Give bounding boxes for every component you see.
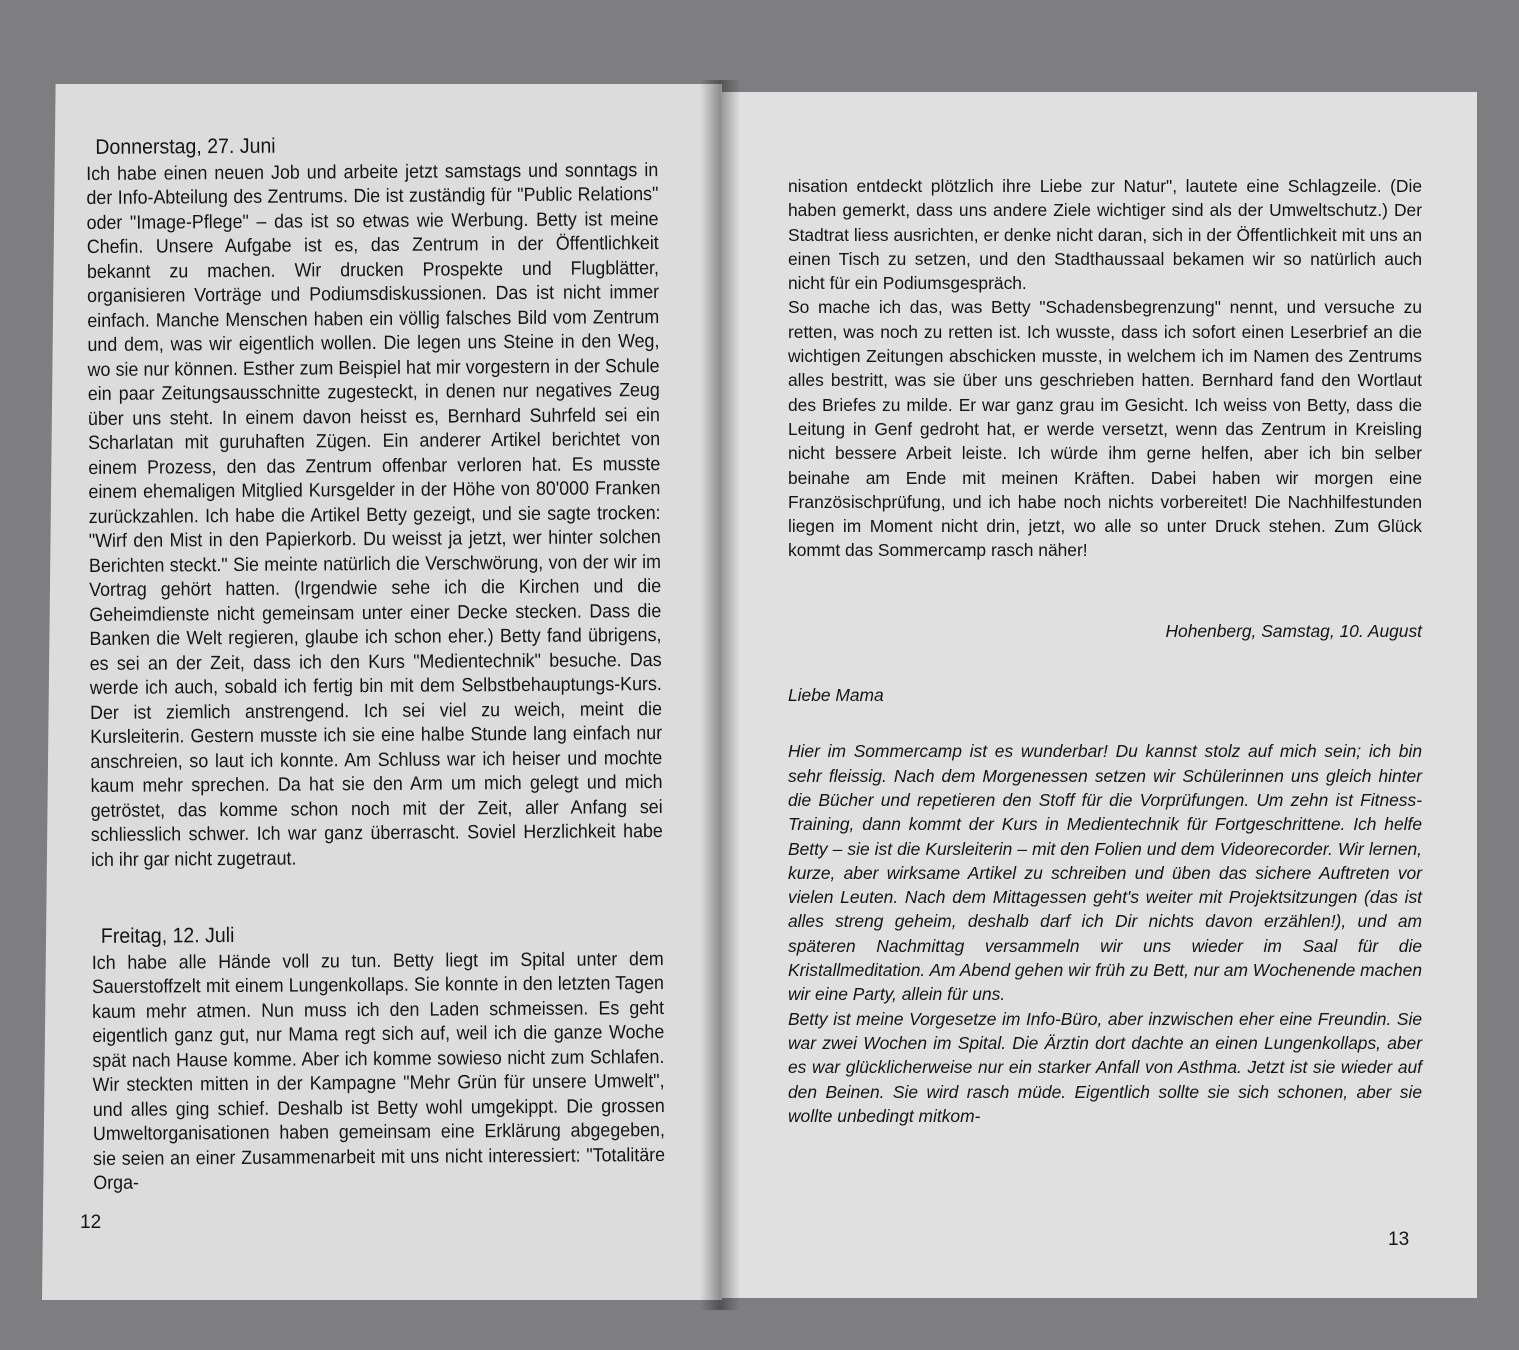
entry-date-27-juni: Donnerstag, 27. Juni bbox=[95, 134, 276, 159]
entry-body-12-juli: Ich habe alle Hände voll zu tun. Betty liegt im Spital unter dem Sauerstoffzelt mit einem Lungenkollaps. Sie konnte in den letzten Tagen kaum mehr atmen. Nun muss ich den Laden schmeissen. Es geht eigentlich ganz gut, nur Mama regt sich auf, weil ich die ganze Woche spät nach Hause komme. Aber ich komme sowieso nicht zum Schlafen. Wir steckten mitten in der Kampagne "Mehr Grün für unsere Umwelt", und alles ging schief. Deshalb ist Betty wohl umgekippt. Die grossen Umweltorganisationen haben gemeinsam eine Erklärung abgegeben, sie seien an einer Zusammenarbeit mit uns nicht interessiert: "Totalitäre Orga- bbox=[91, 948, 666, 1194]
damage-control-paragraph: So mache ich das, was Betty "Schadensbegrenzung" nennt, und versuche zu retten, was noch zu retten ist. Ich wusste, dass ich sofort einen Leserbrief an die wichtigen Zeitungen abschicken musste, in welchem ich im Namen des Zentrums alles bestritt, was sie über uns geschrieben hatten. Bernhard fand den Wortlaut des Briefes zu milde. Er war ganz grau im Gesicht. Ich weiss von Betty, dass die Leitung in Genf gedroht hat, er werde versetzt, wenn das Zentrum in Kreisling nicht bessere Arbeit leiste. Ich würde ihm gerne helfen, aber ich bin selber beinahe am Ende mit meinen Kräften. Dabei haben wir morgen eine Französischprüfung, und ich habe noch nichts vorbereitet! Die Nachhilfestunden liegen im Moment nicht drin, jetzt, wo alle so unter Druck stehen. Zum Glück kommt das Sommercamp rasch näher! bbox=[788, 297, 1422, 561]
continuation-paragraph: nisation entdeckt plötzlich ihre Liebe zur Natur", lautete eine Schlagzeile. (Die haben gemerkt, dass uns andere Ziele wichtiger sind als der Umweltschutz.) Der Stadtrat liess ausrichten, er denke nicht daran, sich in der Öffentlichkeit mit uns an einen Tisch zu setzen, und den Stadthaussaal bekamen wir so natürlich auch nicht für ein Podiumsgespräch. bbox=[788, 176, 1422, 294]
left-page-text bbox=[86, 132, 665, 1196]
page-number-left: 12 bbox=[80, 1212, 102, 1233]
letter-place-date: Hohenberg, Samstag, 10. August bbox=[1165, 620, 1422, 641]
letter-salutation: Liebe Mama bbox=[788, 685, 884, 706]
entry-date-12-juli: Freitag, 12. Juli bbox=[100, 923, 235, 948]
letter-paragraph-1: Hier im Sommercamp ist es wunderbar! Du kannst stolz auf mich sein; ich bin sehr fleissig. Nach dem Morgenessen setzen wir Schülerinnen uns gleich hinter die Bücher und repetieren den Stoff für die Vorprüfungen. Um zehn ist Fitness-Training, dann kommt der Kurs in Medientechnik für Fortgeschrittene. Ich helfe Betty – sie ist die Kursleiterin – mit den Folien und dem Videorecorder. Wir lernen, kurze, aber wirksame Artikel zu schreiben und üben das sichere Auftreten vor vielen Leuten. Nach dem Mittagessen geht's weiter mit Projektsitzungen (das ist alles streng geheim, deshalb darf ich Dir nichts davon erzählen!), und am späteren Nachmittag versammeln wir uns wieder im Saal für die Kristallmeditation. Am Abend gehen wir früh zu Bett, nur am Wochenende machen wir eine Party, allein für uns. bbox=[788, 741, 1422, 1005]
right-page-text bbox=[788, 174, 1422, 1128]
entry-body-27-juni: Ich habe einen neuen Job und arbeite jetzt samstags und sonntags in der Info-Abteilung des Zentrums. Die ist zuständig für "Public Relations" oder "Image-Pflege" – das ist so etwas wie Werbung. Betty ist meine Chefin. Unsere Aufgabe ist es, das Zentrum in der Öffentlichkeit bekannt zu machen. Wir drucken Prospekte und Flugblätter, organisieren Vorträge und Podiumsdiskussionen. Das ist nicht immer einfach. Manche Menschen haben ein völlig falsches Bild vom Zentrum und dem, was wir eigentlich wollen. Die legen uns Steine in den Weg, wo sie nur können. Esther zum Beispiel hat mir vorgestern in der Schule ein paar Zeitungsausschnitte zugesteckt, in denen nur negatives Zeug über uns steht. In einem davon heisst es, Bernhard Suhrfeld sei ein Scharlatan mit guruhaften Zügen. Ein anderer Artikel berichtet von einem Prozess, den das Zentrum offenbar verloren hat. Es musste einem ehemaligen Mitglied Kursgelder in der Höhe von 80'000 Franken zurückzahlen. Ich habe die Artikel Betty gezeigt, und sie sagte trocken: "Wirf den Mist in den Papierkorb. Du weisst ja jetzt, wer hinter solchen Berichten steckt." Sie meinte natürlich die Verschwörung, von der wir im Vortrag gehört hatten. (Irgendwie sehe ich die Kirchen und die Geheimdienste nicht gemeinsam unter einer Decke stecken. Dass die Banken die Welt regieren, glaube ich schon eher.) Betty fand übrigens, es sei an der Zeit, dass ich den Kurs "Medientechnik" besuche. Das werde ich auch, sobald ich fertig bin mit dem Selbstbehauptungs-Kurs. Der ist ziemlich anstrengend. Ich sei viel zu weich, meint die Kursleiterin. Gestern musste ich sie eine halbe Stunde lang einfach nur anschreien, so laut ich konnte. Am Schluss war ich heiser und mochte kaum mehr sprechen. Da hat sie den Arm um mich gelegt und mich getröstet, das komme schon noch mit der Zeit, aller Anfang sei schliesslich schwer. Ich war ganz überrascht. Soviel Herzlichkeit habe ich ihr gar nicht zugetraut. bbox=[86, 159, 663, 871]
book-gutter bbox=[700, 80, 740, 1310]
page-number-right: 13 bbox=[1388, 1229, 1410, 1250]
letter-paragraph-2: Betty ist meine Vorgesetze im Info-Büro, aber inzwischen eher eine Freundin. Sie war zwei Wochen im Spital. Die Ärztin dort dachte an einen Lungenkollaps, aber es war glücklicherweise nur ein starker Anfall von Asthma. Jetzt ist sie wieder auf den Beinen. Sie wird rasch müde. Eigentlich sollte sie sich schonen, aber sie wollte unbedingt mitkom- bbox=[788, 1008, 1422, 1126]
